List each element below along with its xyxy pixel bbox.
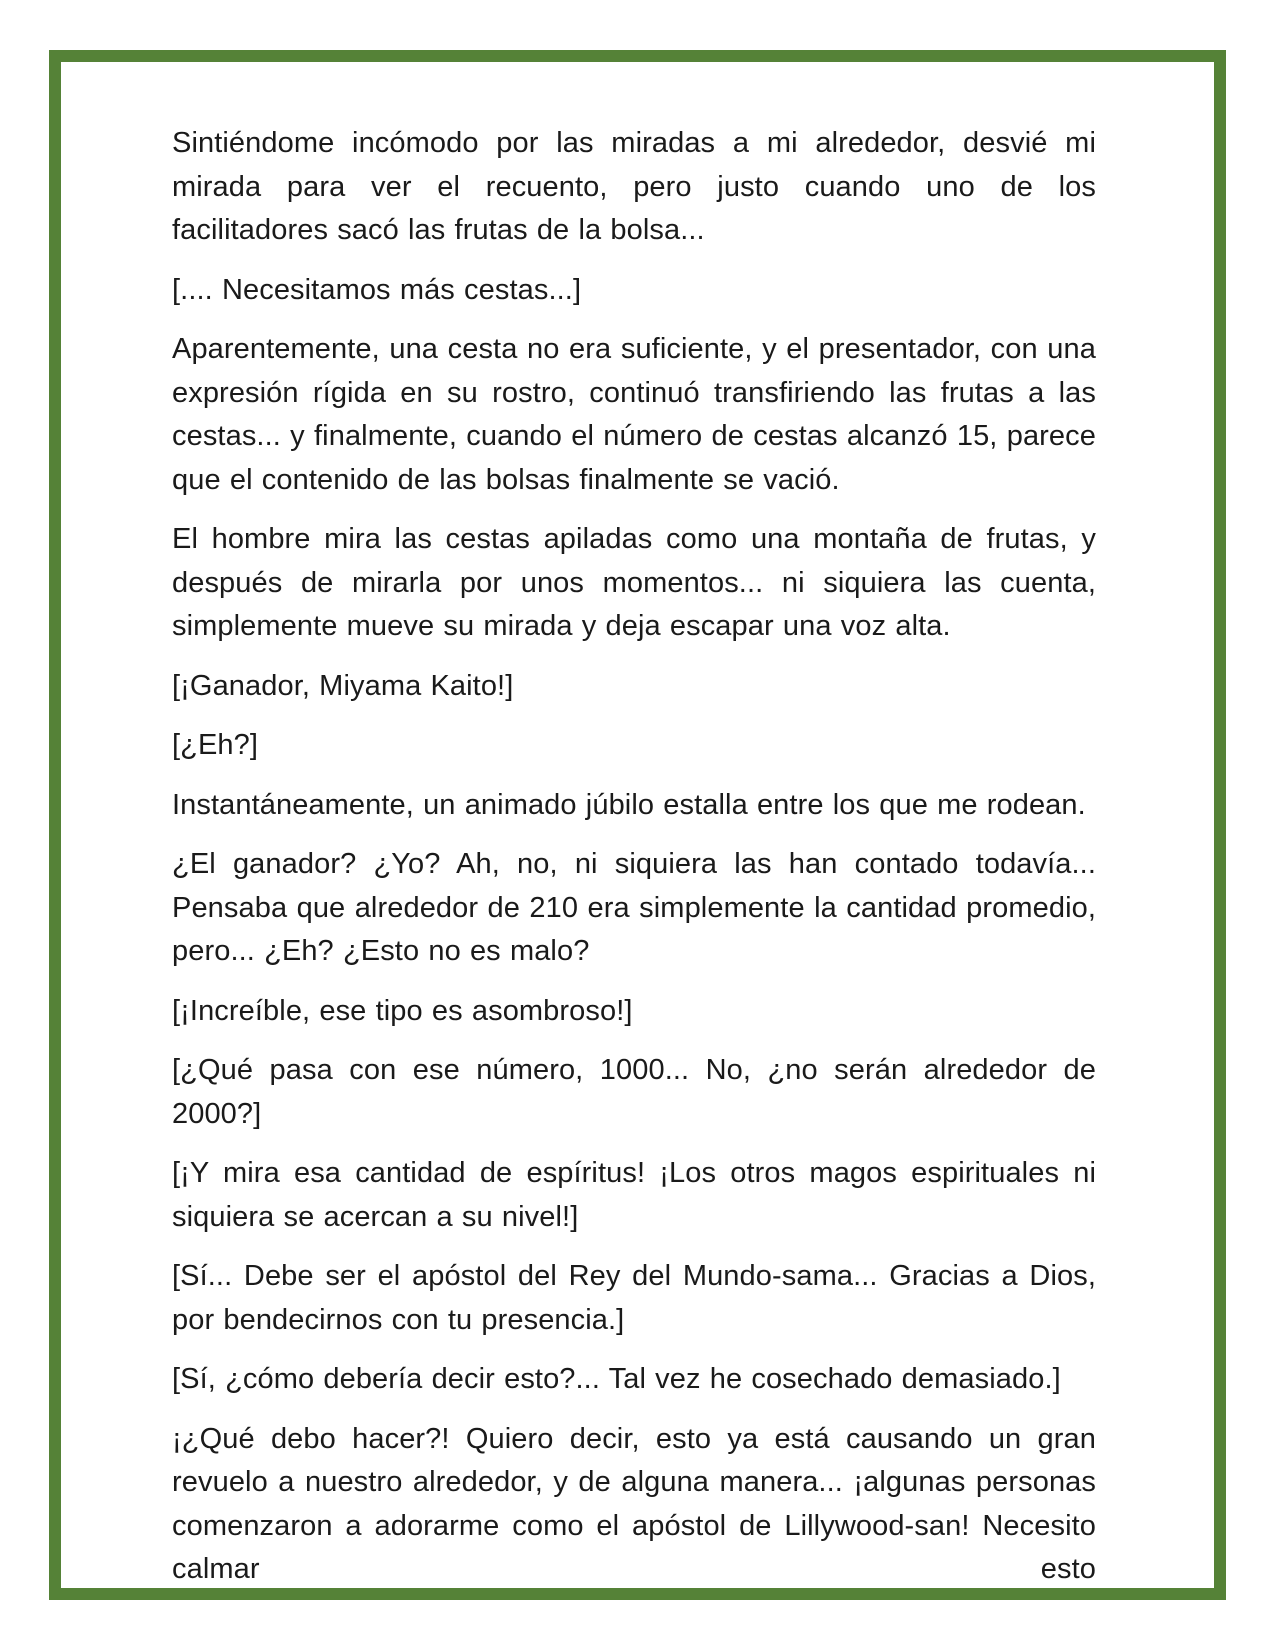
page-border-frame [49,50,1226,1600]
paragraph: Instantáneamente, un animado júbilo estalla entre los que me rodean. [172,788,1086,821]
paragraph: [¿Qué pasa con ese número, 1000... No, ¿no serán alrededor de 2000?] [172,1054,1096,1130]
paragraph: [¡Increíble, ese tipo es asombroso!] [172,994,633,1027]
paragraph: [.... Necesitamos más cestas...] [172,273,582,306]
paragraph: [Sí... Debe ser el apóstol del Rey del Mundo-sama... Gracias a Dios, por bendecirnos con tu presencia.] [172,1260,1096,1336]
paragraph: [Sí, ¿cómo debería decir esto?... Tal vez he cosechado demasiado.] [172,1363,1061,1395]
paragraph: [¡Y mira esa cantidad de espíritus! ¡Los otros magos espirituales ni siquiera se acercan a su nivel!] [172,1157,1096,1233]
paragraph: ¡¿Qué debo hacer?! Quiero decir, esto ya está causando un gran revuelo a nuestro alrededor, y de alguna manera... ¡algunas personas comenzaron a adorarme como el apóstol de Lillywood-san! Necesito calmar esto [172,1422,1096,1585]
paragraph: [¿Eh?] [172,729,259,761]
paragraph: El hombre mira las cestas apiladas como una montaña de frutas, y después de mirarla por unos momentos... ni siquiera las cuenta, simplemente mueve su mirada y deja escapar una voz alta. [172,523,1096,642]
paragraph: Aparentemente, una cesta no era suficiente, y el presentador, con una expresión rígida en su rostro, continuó transfiriendo las frutas a las cestas... y finalmente, cuando el número de cestas alcanzó 15, parece que el contenido de las bolsas finalmente se vació. [172,333,1096,496]
paragraph: Sintiéndome incómodo por las miradas a mi alrededor, desvié mi mirada para ver el recuento, pero justo cuando uno de los facilitadores sacó las frutas de la bolsa... [172,127,1096,246]
paragraph: ¿El ganador? ¿Yo? Ah, no, ni siquiera las han contado todavía... Pensaba que alrededor de 210 era simplemente la cantidad promedio, pero... ¿Eh? ¿Esto no es malo? [172,848,1096,967]
paragraph: [¡Ganador, Miyama Kaito!] [172,669,514,702]
page-content [61,62,1214,1592]
